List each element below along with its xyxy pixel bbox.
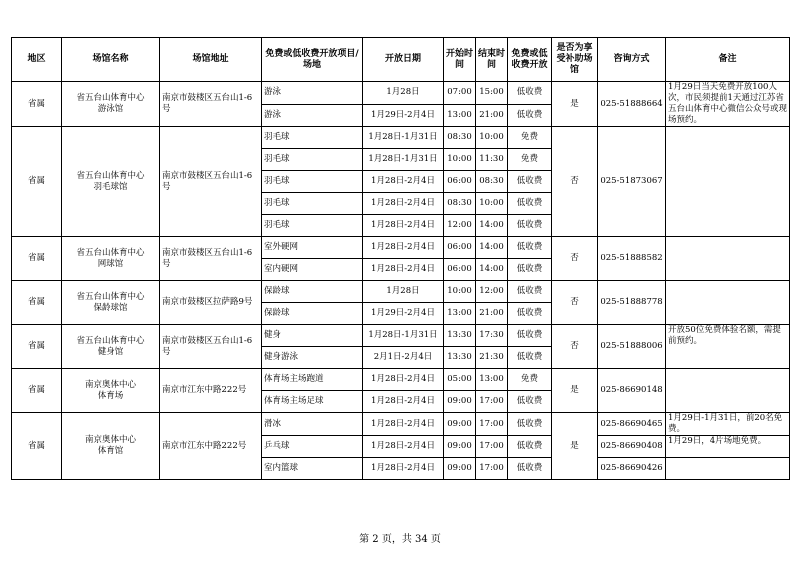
note-cell: 开放50位免费体验名额，需提前预约。 xyxy=(666,325,790,369)
venue-address-cell: 南京市鼓楼区五台山1-6号 xyxy=(160,127,262,237)
start-time-cell: 05:00 xyxy=(444,369,476,391)
header-venue: 场馆名称 xyxy=(62,38,160,82)
note-cell xyxy=(666,127,790,237)
end-time-cell: 21:00 xyxy=(476,104,508,127)
end-time-cell: 17:00 xyxy=(476,458,508,480)
fee-cell: 低收费 xyxy=(508,237,552,259)
dates-cell: 1月28日-1月31日 xyxy=(363,127,444,149)
venue-name-cell: 省五台山体育中心 游泳馆 xyxy=(62,82,160,127)
header-end: 结束时间 xyxy=(476,38,508,82)
contact-cell: 025-86690426 xyxy=(598,458,666,480)
region-cell: 省属 xyxy=(12,325,62,369)
end-time-cell: 17:00 xyxy=(476,391,508,413)
note-cell xyxy=(666,237,790,281)
header-start: 开始时间 xyxy=(444,38,476,82)
end-time-cell: 14:00 xyxy=(476,237,508,259)
start-time-cell: 10:00 xyxy=(444,281,476,303)
start-time-cell: 13:00 xyxy=(444,303,476,325)
item-cell: 保龄球 xyxy=(262,281,363,303)
end-time-cell: 13:00 xyxy=(476,369,508,391)
venue-name-cell: 省五台山体育中心 保龄球馆 xyxy=(62,281,160,325)
venue-name-cell: 南京奥体中心 体育场 xyxy=(62,369,160,413)
note-cell xyxy=(666,458,790,480)
start-time-cell: 07:00 xyxy=(444,82,476,105)
start-time-cell: 06:00 xyxy=(444,171,476,193)
dates-cell: 1月28日-2月4日 xyxy=(363,237,444,259)
dates-cell: 1月28日 xyxy=(363,281,444,303)
item-cell: 羽毛球 xyxy=(262,127,363,149)
end-time-cell: 10:00 xyxy=(476,193,508,215)
dates-cell: 1月28日-2月4日 xyxy=(363,436,444,458)
item-cell: 体育场主场足球 xyxy=(262,391,363,413)
venue-table xyxy=(11,37,790,480)
table-row xyxy=(12,281,790,303)
fee-cell: 低收费 xyxy=(508,458,552,480)
item-cell: 健身游泳 xyxy=(262,347,363,369)
contact-cell: 025-51888006 xyxy=(598,325,666,369)
dates-cell: 1月28日-2月4日 xyxy=(363,391,444,413)
note-cell xyxy=(666,369,790,413)
dates-cell: 1月28日-2月4日 xyxy=(363,259,444,281)
contact-cell: 025-51888582 xyxy=(598,237,666,281)
table-row xyxy=(12,413,790,436)
dates-cell: 1月28日-2月4日 xyxy=(363,171,444,193)
start-time-cell: 12:00 xyxy=(444,215,476,237)
fee-cell: 低收费 xyxy=(508,436,552,458)
end-time-cell: 12:00 xyxy=(476,281,508,303)
note-cell: 1月29日当天免费开放100人次，市民须提前1天通过江苏省五台山体育中心微信公众号或现场预约。 xyxy=(666,82,790,127)
table-row xyxy=(12,369,790,391)
table-row xyxy=(12,325,790,347)
contact-cell: 025-86690465 xyxy=(598,413,666,436)
venue-name-cell: 省五台山体育中心 网球馆 xyxy=(62,237,160,281)
fee-cell: 低收费 xyxy=(508,391,552,413)
venue-address-cell: 南京市江东中路222号 xyxy=(160,413,262,480)
note-cell: 1月29日，4片场地免费。 xyxy=(666,436,790,458)
end-time-cell: 10:00 xyxy=(476,127,508,149)
start-time-cell: 06:00 xyxy=(444,259,476,281)
fee-cell: 低收费 xyxy=(508,82,552,105)
header-address: 场馆地址 xyxy=(160,38,262,82)
end-time-cell: 15:00 xyxy=(476,82,508,105)
end-time-cell: 11:30 xyxy=(476,149,508,171)
start-time-cell: 13:00 xyxy=(444,104,476,127)
fee-cell: 低收费 xyxy=(508,259,552,281)
item-cell: 健身 xyxy=(262,325,363,347)
subsidy-cell: 否 xyxy=(552,325,598,369)
contact-cell: 025-86690148 xyxy=(598,369,666,413)
item-cell: 室外硬网 xyxy=(262,237,363,259)
dates-cell: 2月1日-2月4日 xyxy=(363,347,444,369)
table-row xyxy=(12,127,790,149)
header-contact: 咨询方式 xyxy=(598,38,666,82)
dates-cell: 1月28日-2月4日 xyxy=(363,193,444,215)
contact-cell: 025-51888778 xyxy=(598,281,666,325)
item-cell: 乒乓球 xyxy=(262,436,363,458)
venue-address-cell: 南京市鼓楼区拉萨路9号 xyxy=(160,281,262,325)
region-cell: 省属 xyxy=(12,369,62,413)
fee-cell: 免费 xyxy=(508,127,552,149)
item-cell: 羽毛球 xyxy=(262,193,363,215)
start-time-cell: 13:30 xyxy=(444,325,476,347)
venue-address-cell: 南京市鼓楼区五台山1-6号 xyxy=(160,82,262,127)
start-time-cell: 13:30 xyxy=(444,347,476,369)
end-time-cell: 21:30 xyxy=(476,347,508,369)
start-time-cell: 09:00 xyxy=(444,458,476,480)
dates-cell: 1月28日-2月4日 xyxy=(363,369,444,391)
start-time-cell: 08:30 xyxy=(444,193,476,215)
contact-cell: 025-86690408 xyxy=(598,436,666,458)
header-note: 备注 xyxy=(666,38,790,82)
region-cell: 省属 xyxy=(12,82,62,127)
region-cell: 省属 xyxy=(12,127,62,237)
subsidy-cell: 是 xyxy=(552,82,598,127)
item-cell: 羽毛球 xyxy=(262,215,363,237)
item-cell: 羽毛球 xyxy=(262,149,363,171)
start-time-cell: 08:30 xyxy=(444,127,476,149)
dates-cell: 1月28日-1月31日 xyxy=(363,325,444,347)
item-cell: 室内硬网 xyxy=(262,259,363,281)
item-cell: 游泳 xyxy=(262,82,363,105)
fee-cell: 免费 xyxy=(508,149,552,171)
fee-cell: 免费 xyxy=(508,369,552,391)
header-item: 免费或低收费开放项目/场地 xyxy=(262,38,363,82)
header-subsidy: 是否为享受补助场馆 xyxy=(552,38,598,82)
venue-address-cell: 南京市鼓楼区五台山1-6号 xyxy=(160,325,262,369)
dates-cell: 1月29日-2月4日 xyxy=(363,303,444,325)
venue-name-cell: 南京奥体中心 体育馆 xyxy=(62,413,160,480)
subsidy-cell: 是 xyxy=(552,369,598,413)
header-dates: 开放日期 xyxy=(363,38,444,82)
fee-cell: 低收费 xyxy=(508,303,552,325)
venue-name-cell: 省五台山体育中心 健身馆 xyxy=(62,325,160,369)
item-cell: 滑冰 xyxy=(262,413,363,436)
header-region: 地区 xyxy=(12,38,62,82)
dates-cell: 1月29日-2月4日 xyxy=(363,104,444,127)
dates-cell: 1月28日-1月31日 xyxy=(363,149,444,171)
venue-address-cell: 南京市鼓楼区五台山1-6号 xyxy=(160,237,262,281)
item-cell: 室内篮球 xyxy=(262,458,363,480)
venue-address-cell: 南京市江东中路222号 xyxy=(160,369,262,413)
fee-cell: 低收费 xyxy=(508,171,552,193)
fee-cell: 低收费 xyxy=(508,281,552,303)
fee-cell: 低收费 xyxy=(508,104,552,127)
dates-cell: 1月28日-2月4日 xyxy=(363,215,444,237)
dates-cell: 1月28日 xyxy=(363,82,444,105)
subsidy-cell: 否 xyxy=(552,237,598,281)
fee-cell: 低收费 xyxy=(508,215,552,237)
venue-name-cell: 省五台山体育中心 羽毛球馆 xyxy=(62,127,160,237)
end-time-cell: 21:00 xyxy=(476,303,508,325)
subsidy-cell: 是 xyxy=(552,413,598,480)
subsidy-cell: 否 xyxy=(552,127,598,237)
end-time-cell: 08:30 xyxy=(476,171,508,193)
end-time-cell: 17:30 xyxy=(476,325,508,347)
start-time-cell: 09:00 xyxy=(444,436,476,458)
region-cell: 省属 xyxy=(12,413,62,480)
contact-cell: 025-51888664 xyxy=(598,82,666,127)
note-cell: 1月29日-1月31日，前20名免费。 xyxy=(666,413,790,436)
fee-cell: 低收费 xyxy=(508,193,552,215)
fee-cell: 低收费 xyxy=(508,325,552,347)
start-time-cell: 10:00 xyxy=(444,149,476,171)
start-time-cell: 09:00 xyxy=(444,391,476,413)
dates-cell: 1月28日-2月4日 xyxy=(363,458,444,480)
page-footer: 第 2 页，共 34 页 xyxy=(359,534,441,545)
end-time-cell: 17:00 xyxy=(476,436,508,458)
region-cell: 省属 xyxy=(12,237,62,281)
header-fee: 免费或低收费开放 xyxy=(508,38,552,82)
item-cell: 保龄球 xyxy=(262,303,363,325)
table-body xyxy=(12,82,790,480)
start-time-cell: 06:00 xyxy=(444,237,476,259)
start-time-cell: 09:00 xyxy=(444,413,476,436)
fee-cell: 低收费 xyxy=(508,413,552,436)
contact-cell: 025-51873067 xyxy=(598,127,666,237)
subsidy-cell: 否 xyxy=(552,281,598,325)
table-header-row xyxy=(12,38,790,82)
end-time-cell: 14:00 xyxy=(476,259,508,281)
fee-cell: 低收费 xyxy=(508,347,552,369)
table-row xyxy=(12,82,790,105)
note-cell xyxy=(666,281,790,325)
end-time-cell: 14:00 xyxy=(476,215,508,237)
end-time-cell: 17:00 xyxy=(476,413,508,436)
region-cell: 省属 xyxy=(12,281,62,325)
dates-cell: 1月28日-2月4日 xyxy=(363,413,444,436)
item-cell: 羽毛球 xyxy=(262,171,363,193)
item-cell: 体育场主场跑道 xyxy=(262,369,363,391)
table-row xyxy=(12,237,790,259)
item-cell: 游泳 xyxy=(262,104,363,127)
